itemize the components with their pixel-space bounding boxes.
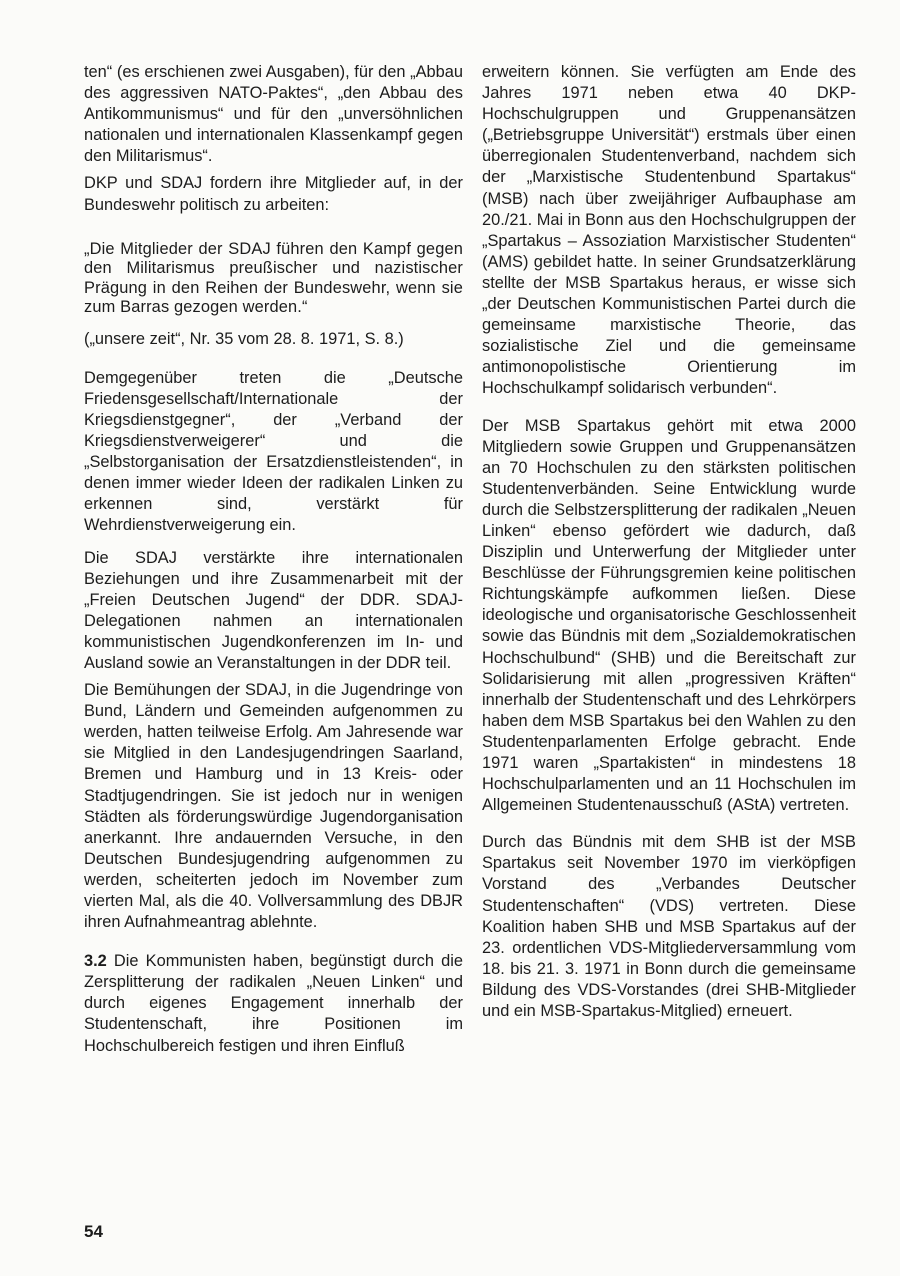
paragraph: Die Bemühungen der SDAJ, in die Jugendringe von Bund, Ländern und Gemeinden aufgenommen zu werden, hatten teilweise Erfolg. Am Jahresende war sie Mitglied in den Landesjugendringen Saarland, Bremen und Hamburg und in 13 Kreis- oder Stadtjugendringen. Sie ist jedoch nur in wenigen Städten als förderungswürdige Jugendorganisation anerkannt. Ihre andauernden Versuche, in den Deutschen Bundesjugendring aufgenommen zu werden, scheiterten jedoch im November zum vierten Mal, als die 40. Vollversammlung des DBJR ihren Aufnahmeantrag ablehnte. <box>84 681 463 932</box>
section-text: Die Kommunisten haben, begünstigt durch die Zersplitterung der radikalen „Neuen Linken“ und durch eigenes Engagement innerhalb der Studentenschaft, ihre Positionen im Hochschulbereich festigen und ihren Einfluß <box>84 952 463 1055</box>
paragraph: erweitern können. Sie verfügten am Ende des Jahres 1971 neben etwa 40 DKP-Hochschulgruppen und Gruppenansätzen („Betriebsgruppe Universität“) erstmals über einen überregionalen Studentenverband, nachdem sich der „Marxistische Studentenbund Spartakus“ (MSB) nach über zweijähriger Aufbauphase am 20./21. Mai in Bonn aus den Hochschulgruppen der „Spartakus – Assoziation Marxistischer Studenten“ (AMS) gebildet hatte. In seiner Grundsatzerklärung stellte der MSB Spartakus heraus, er wisse sich „der Deutschen Kommunistischen Partei durch die gemeinsame marxistische Theorie, das sozialistische Ziel und die gemeinsame antimonopolistische Orientierung im Hochschulkampf solidarisch verbunden“. <box>482 63 856 398</box>
paragraph: Durch das Bündnis mit dem SHB ist der MSB Spartakus seit November 1970 im vierköpfigen Vorstand des „Verbandes Deutscher Studentenschaften“ (VDS) vertreten. Diese Koalition haben SHB und MSB Spartakus auf der 23. ordentlichen VDS-Mitgliederversammlung vom 18. bis 21. 3. 1971 in Bonn durch die gemeinsame Bildung des VDS-Vorstandes (drei SHB-Mitglieder und ein MSB-Spartakus-Mitglied) erneuert. <box>482 833 856 1021</box>
right-column <box>482 62 856 1033</box>
paragraph <box>84 951 463 1056</box>
left-column <box>84 62 463 1068</box>
quote-source: („unsere zeit“, Nr. 35 vom 28. 8. 1971, S. 8.) <box>84 329 404 348</box>
page-number: 54 <box>84 1222 103 1241</box>
paragraph: DKP und SDAJ fordern ihre Mitglieder auf, in der Bundeswehr politisch zu arbeiten: <box>84 174 463 214</box>
paragraph: Demgegenüber treten die „Deutsche Friedensgesellschaft/Internationale der Kriegsdienstgegner“, der „Verband der Kriegsdienstverweigerer“ und die „Selbstorganisation der Ersatzdienstleistenden“, in denen immer wieder Ideen der radikalen Linken zu erkennen sind, verstärkt für Wehrdienstverweigerung ein. <box>84 368 463 535</box>
paragraph: ten“ (es erschienen zwei Ausgaben), für den „Abbau des aggressiven NATO-Paktes“, „den Abbau des Antikommunismus“ und für den „unversöhnlichen nationalen und internationalen Klassenkampf gegen den Militarismus“. <box>84 63 463 166</box>
paragraph: Der MSB Spartakus gehört mit etwa 2000 Mitgliedern sowie Gruppen und Gruppenansätzen an 70 Hochschulen zu den stärksten politischen Studentenverbänden. Seine Entwicklung wurde durch die Selbstzersplitterung der radikalen „Neuen Linken“ ebenso gefördert wie dadurch, daß Disziplin und Unterwerfung der Mitglieder unter Beschlüsse der Führungsgremien keine politischen Richtungskämpfe aufkommen ließen. Diese ideologische und organisatorische Geschlossenheit sowie das Bündnis mit dem „Sozialdemokratischen Hochschulbund“ (SHB) und die Bereitschaft zur Solidarisierung mit allen „progressiven Kräften“ innerhalb der Studentenschaft und des Lehrkörpers haben dem MSB Spartakus bei den Wahlen zu den Studentenparlamenten Erfolge gebracht. Ende 1971 waren „Spartakisten“ in mindestens 18 Hochschulparlamenten und an 11 Hochschulen im Allgemeinen Studentenausschuß (AStA) vertreten. <box>482 416 856 815</box>
block-quote: „Die Mitglieder der SDAJ führen den Kampf gegen den Militarismus preußischer und nazistischer Prägung in den Reihen der Bundeswehr, wenn sie zum Barras gezogen werden.“ <box>84 239 463 317</box>
paragraph: Die SDAJ verstärkte ihre internationalen Beziehungen und ihre Zusammenarbeit mit der „Freien Deutschen Jugend“ der DDR. SDAJ-Delegationen nahmen an internationalen kommunistischen Jugendkonferenzen im In- und Ausland sowie an Veranstaltungen in der DDR teil. <box>84 548 463 672</box>
section-number: 3.2 <box>84 952 107 971</box>
